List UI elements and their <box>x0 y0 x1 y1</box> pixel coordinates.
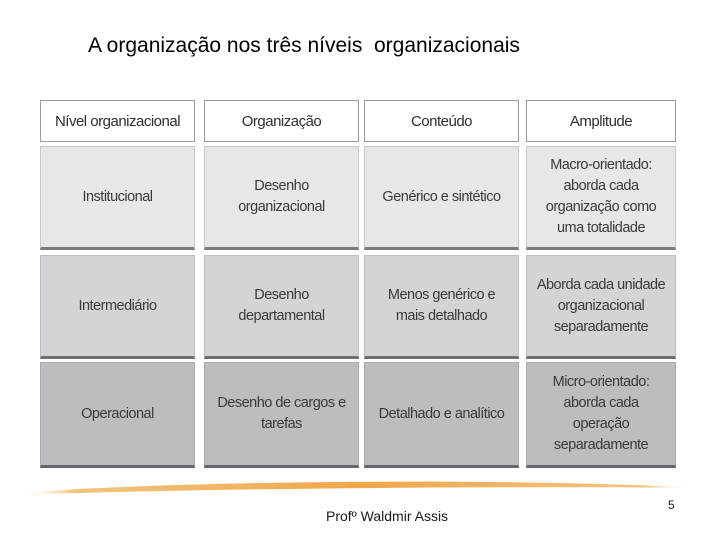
row-1-content: Genérico e sintético <box>364 146 519 250</box>
row-1-level: Institucional <box>40 146 195 250</box>
row-2-scope: Aborda cada unidade organizacional separadamente <box>526 255 676 359</box>
slide-title: A organização nos três níveis organizacionais <box>88 34 520 57</box>
row-3-level: Operacional <box>40 362 195 468</box>
header-content: Conteúdo <box>364 100 519 142</box>
row-3-scope: Micro-orientado: aborda cada operação separadamente <box>526 362 676 468</box>
decorative-swoosh <box>0 476 720 500</box>
row-1-scope: Macro-orientado: aborda cada organização como uma totalidade <box>526 146 676 250</box>
header-level: Nível organizacional <box>40 100 195 142</box>
row-3-content: Detalhado e analítico <box>364 362 519 468</box>
row-1-organization: Desenho organizacional <box>204 146 359 250</box>
row-2-organization: Desenho departamental <box>204 255 359 359</box>
footer-author: Profº Waldmir Assis <box>326 508 449 524</box>
swoosh-shape <box>20 482 700 495</box>
page-number: 5 <box>668 498 675 512</box>
row-3-organization: Desenho de cargos e tarefas <box>204 362 359 468</box>
header-scope: Amplitude <box>526 100 676 142</box>
row-2-level: Intermediário <box>40 255 195 359</box>
row-2-content: Menos genérico e mais detalhado <box>364 255 519 359</box>
header-organization: Organização <box>204 100 359 142</box>
organization-levels-table <box>40 100 676 468</box>
